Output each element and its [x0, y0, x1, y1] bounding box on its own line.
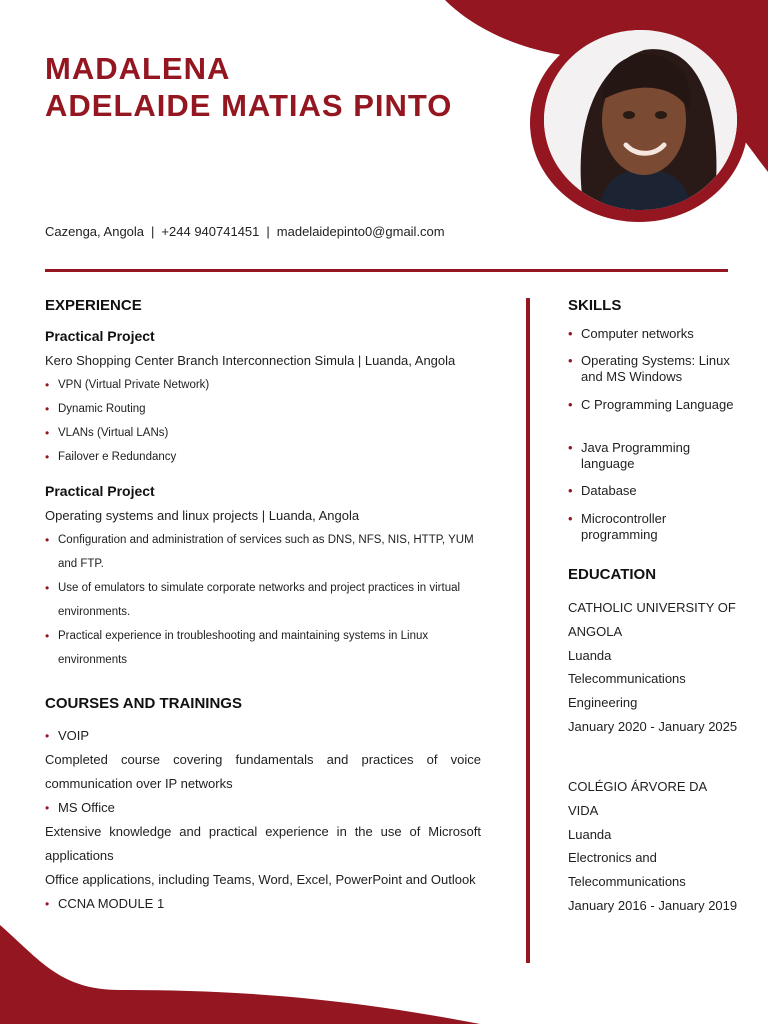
name-line-1: MADALENA — [45, 51, 231, 86]
skill-item: • Database — [568, 483, 738, 499]
education-period: January 2020 - January 2025 — [568, 718, 738, 734]
experience-bullet: • VPN (Virtual Private Network) — [45, 373, 209, 397]
education-heading: EDUCATION — [568, 566, 657, 583]
contact-phone: +244 940741451 — [161, 224, 260, 239]
experience-subtitle: Kero Shopping Center Branch Interconnection Simula | Luanda, Angola — [45, 353, 456, 368]
header-divider — [45, 269, 728, 272]
experience-bullet: • Use of emulators to simulate corporate networks and project practices in virtual environments. — [45, 576, 485, 624]
contact-separator: | — [266, 224, 270, 239]
experience-bullet: • Configuration and administration of services such as DNS, NFS, NIS, HTTP, YUM and FTP. — [45, 528, 485, 576]
course-description: Completed course covering fundamentals and practices of voice communication over IP networks — [45, 752, 481, 791]
experience-heading: EXPERIENCE — [45, 297, 142, 314]
experience-subtitle: Operating systems and linux projects | Luanda, Angola — [45, 508, 360, 523]
column-divider — [526, 298, 530, 963]
experience-role: Practical Project — [45, 483, 155, 499]
experience-bullet: • Dynamic Routing — [45, 397, 146, 421]
name-line-2: ADELAIDE MATIAS PINTO — [45, 88, 453, 123]
education-entry — [568, 596, 738, 739]
education-school: CATHOLIC UNIVERSITY OF ANGOLA — [568, 600, 736, 639]
course-description: Extensive knowledge and practical experience in the use of Microsoft applications — [45, 824, 481, 863]
course-item: • VOIP — [45, 724, 89, 748]
course-description: Office applications, including Teams, Word, Excel, PowerPoint and Outlook — [45, 872, 476, 887]
education-entry — [568, 775, 738, 918]
candidate-name — [45, 50, 452, 124]
education-city: Luanda — [568, 647, 612, 663]
skill-item: • Operating Systems: Linux and MS Windows — [568, 353, 738, 385]
contact-info — [45, 224, 445, 239]
courses-heading: COURSES AND TRAININGS — [45, 695, 242, 712]
experience-bullet: • Failover e Redundancy — [45, 445, 176, 469]
skill-item: • Microcontroller programming — [568, 511, 738, 543]
education-degree: Telecommunications Engineering — [568, 671, 686, 711]
experience-role: Practical Project — [45, 328, 155, 344]
experience-bullet: • VLANs (Virtual LANs) — [45, 421, 168, 445]
skills-heading: SKILLS — [568, 297, 622, 314]
skill-item: • C Programming Language — [568, 397, 738, 413]
education-period: January 2016 - January 2019 — [568, 897, 738, 913]
experience-bullet: • Practical experience in troubleshooting and maintaining systems in Linux environments — [45, 624, 455, 672]
contact-location: Cazenga, Angola — [45, 224, 145, 239]
course-item: • CCNA MODULE 1 — [45, 892, 164, 916]
profile-photo — [544, 30, 737, 210]
education-degree: Electronics and Telecommunications — [568, 850, 686, 890]
course-item: • MS Office — [45, 796, 115, 820]
contact-email: madelaidepinto0@gmail.com — [276, 224, 445, 239]
skill-item: • Computer networks — [568, 326, 738, 342]
skill-item: • Java Programming language — [568, 440, 738, 472]
contact-separator: | — [151, 224, 155, 239]
education-city: Luanda — [568, 826, 612, 842]
education-school: COLÉGIO ÁRVORE DA VIDA — [568, 779, 707, 818]
